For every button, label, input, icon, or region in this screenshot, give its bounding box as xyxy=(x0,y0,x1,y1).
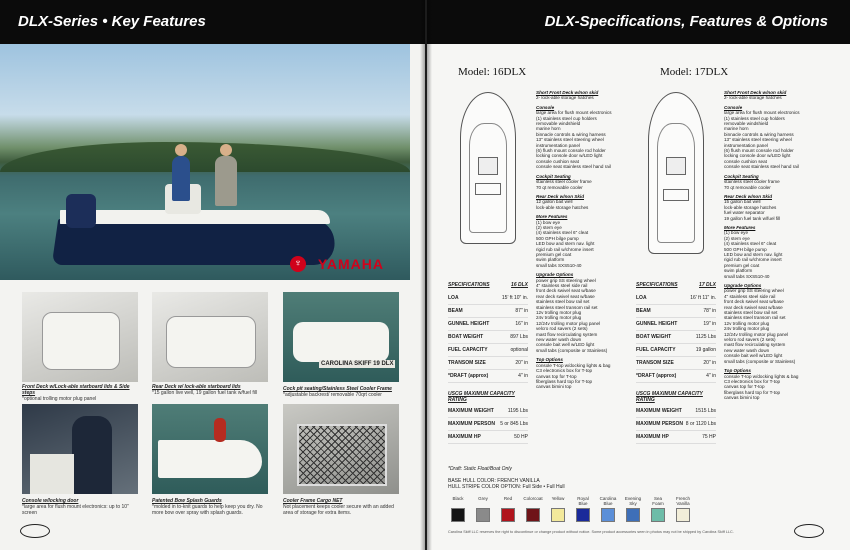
spec-header-model: 17 DLX xyxy=(699,282,716,288)
feature-heading: Short Front Deck w/non skid xyxy=(724,90,787,95)
feature-item: console cushion seat xyxy=(724,158,767,164)
spec-row xyxy=(636,305,716,318)
feature-heading: Rear Deck w/non Skid xyxy=(724,193,772,199)
thumb-cargo-net xyxy=(283,404,399,494)
feature-item: 70 qt removable cooler xyxy=(724,184,771,190)
swatch-box xyxy=(651,508,665,522)
feature-item: binnacle controls & wiring harness xyxy=(724,131,794,137)
swatch-label: Colorcoat xyxy=(523,496,543,501)
feature-item: (6) flush mount console rod holder xyxy=(724,148,794,154)
model-17dlx-title: Model: 17DLX xyxy=(660,66,729,78)
feature-item: rear deck swivel seat w/base xyxy=(536,293,595,299)
base-hull-color: BASE HULL COLOR: FRENCH VANILLA xyxy=(448,478,540,484)
deck-plan-seat xyxy=(475,183,501,195)
spec-value: 19" in xyxy=(703,321,716,327)
feature-item: lock-able storage hatches xyxy=(724,204,777,210)
boat-side xyxy=(293,322,389,362)
caption-sub: *optional trolling motor plug panel xyxy=(22,396,97,402)
caption-front-deck xyxy=(22,384,142,402)
caption-rear-deck xyxy=(152,384,272,396)
uscg-label: MAXIMUM HP xyxy=(448,434,481,440)
spec-row xyxy=(448,318,528,331)
caption-sub: *adjustable backrest/ removable 70qrt cooler xyxy=(283,392,382,398)
color-swatches xyxy=(448,496,718,526)
feature-item: small tabs SXS510-40 xyxy=(724,273,770,279)
feature-item: 12/24v trolling motor plug panel xyxy=(724,331,789,337)
feature-item: 24v trolling motor plug xyxy=(536,315,582,321)
feature-item: power grip SS steering wheel xyxy=(536,277,596,283)
cargo-net xyxy=(297,424,387,486)
caption-title: Rear Deck w/ lock-able starboard lids xyxy=(152,384,241,390)
feature-item: 4" stainless steel side rail xyxy=(536,283,588,288)
deck-plan-16dlx xyxy=(460,92,516,244)
feature-item: stainless steel bow rail set xyxy=(724,310,778,316)
swatch-label: French Vanilla xyxy=(675,496,690,506)
feature-item: (1) stainless steel cup holders xyxy=(536,115,597,121)
feature-item: 4" stainless steel side rail xyxy=(724,293,776,299)
uscg-label: MAXIMUM WEIGHT xyxy=(636,408,682,414)
feature-item: small tabs (composite or Stainless) xyxy=(536,347,608,353)
spec-value: 15' ft 10" in. xyxy=(501,295,528,301)
feature-item: console T-top w/docking lights & bag xyxy=(536,362,611,368)
feature-item: instrumentation panel xyxy=(536,142,580,148)
feature-item: premium gel coat xyxy=(724,262,760,268)
uscg-value: 75 HP xyxy=(702,434,716,440)
deck-plan-inner xyxy=(469,123,507,233)
feature-heading: Upgrade Options xyxy=(724,283,762,288)
color-swatch xyxy=(448,496,468,522)
outboard-motor xyxy=(66,194,96,228)
feature-item: instrumentation panel xyxy=(724,142,768,148)
feature-item: power grip SS steering wheel xyxy=(724,288,784,294)
spec-row xyxy=(636,318,716,331)
feature-heading: Cockpit Seating xyxy=(724,173,759,179)
feature-item: marine horn xyxy=(536,126,561,132)
feature-item: 2- lock-able storage hatches xyxy=(724,95,782,101)
feature-item: 15 gallon bait well xyxy=(724,199,761,205)
color-swatch xyxy=(473,496,493,522)
person-figure xyxy=(214,418,226,442)
spec-label: GUNNEL HEIGHT xyxy=(636,321,678,327)
hull-stripe-options: HULL STRIPE COLOR OPTION: Full Side • Full Hull xyxy=(448,484,565,490)
spec-label: LOA xyxy=(448,295,459,301)
feature-item: velcro rod savers (2 sets) xyxy=(724,337,776,343)
feature-item: fiberglass hard top for T-top xyxy=(724,389,781,395)
caption-sub: *large area for flush mount electronics: up to 10" screen xyxy=(22,504,129,516)
feature-item: (2) stern eye xyxy=(536,224,562,230)
feature-item: (4) stainless steel 6" cleat xyxy=(724,241,777,247)
feature-item: 2- lock-able storage hatches xyxy=(536,95,594,101)
feature-item: new water wash down xyxy=(536,337,582,343)
spec-value: 4" in xyxy=(706,373,716,379)
feature-item: large area for flush mount electronics xyxy=(724,110,800,116)
feature-item: console cushion seat xyxy=(536,158,579,164)
caption-console xyxy=(22,498,142,516)
feature-heading: Cockpit Seating xyxy=(536,173,571,179)
feature-item: canvas top for T-top xyxy=(536,373,577,379)
person-head xyxy=(175,144,187,156)
feature-item: C3 electronics box for T-top xyxy=(724,378,781,384)
swatch-box xyxy=(676,508,690,522)
color-swatch xyxy=(598,496,618,522)
feature-item: 24v trolling motor plug xyxy=(724,326,770,332)
spec-row xyxy=(636,331,716,344)
caption-sub: *15 gallon live well, 19 gallon fuel tank w/fuel fill xyxy=(152,390,258,396)
feature-item: locking console door w/LED light xyxy=(724,153,791,159)
feature-item: binnacle controls & wiring harness xyxy=(536,131,606,137)
spec-row xyxy=(448,370,528,383)
spec-value: 20" in xyxy=(703,360,716,366)
feature-item: 70 qt removable cooler xyxy=(536,184,583,190)
thumb-splash-guards xyxy=(152,404,268,494)
feature-item: large area for flush mount electronics xyxy=(536,110,612,116)
feature-item: 12/24v trolling motor plug panel xyxy=(536,320,601,326)
spec-row xyxy=(448,305,528,318)
deck-plan-17dlx xyxy=(648,92,704,254)
uscg-value: 50 HP xyxy=(514,434,528,440)
feature-item: stainless steel cooler frame xyxy=(536,179,592,185)
boat-bow xyxy=(158,440,262,478)
feature-item: console T-top w/docking lights & bag xyxy=(724,373,799,379)
person-figure xyxy=(72,416,112,494)
feature-item: (2) stern eye xyxy=(724,235,750,241)
spec-value: 19 gallon xyxy=(695,347,716,353)
caption-cockpit-seating xyxy=(283,386,403,398)
uscg-heading: USCG MAXIMUM CAPACITY RATING xyxy=(448,391,515,403)
spec-label: FUEL CAPACITY xyxy=(448,347,488,353)
feature-item: console bait well w/LED light xyxy=(724,353,783,359)
deck-plan-inner xyxy=(657,123,695,243)
uscg-row xyxy=(636,418,716,431)
feature-item: fuel water separator xyxy=(724,210,765,216)
feature-item: small tabs (composite or Stainless) xyxy=(724,358,796,364)
feature-item: canvas top for T-top xyxy=(724,384,765,390)
swatch-label: Grey xyxy=(478,496,488,501)
spec-label: FUEL CAPACITY xyxy=(636,347,676,353)
feature-heading: Rear Deck w/non Skid xyxy=(536,193,584,199)
swatch-label: Black xyxy=(452,496,464,501)
swatch-label: Royal Blue xyxy=(577,496,589,506)
feature-item: mast flow recirculating system xyxy=(536,331,598,337)
spec-label: GUNNEL HEIGHT xyxy=(448,321,490,327)
feature-item: console bait well w/LED light xyxy=(536,342,595,348)
feature-item: canvas bimini top xyxy=(724,395,760,401)
feature-heading: Short Front Deck w/non skid xyxy=(536,90,599,95)
color-swatch xyxy=(623,496,643,522)
spec-label: TRANSOM SIZE xyxy=(636,360,674,366)
swatch-label: Carolina Blue xyxy=(599,496,617,506)
uscg-row xyxy=(448,431,528,444)
spec-value: 87" in xyxy=(515,308,528,314)
uscg-value: 8 or 1120 Lbs xyxy=(685,421,716,427)
color-swatch xyxy=(523,496,543,522)
swatch-box xyxy=(526,508,540,522)
spec-row xyxy=(636,292,716,305)
deck-plan-seat xyxy=(663,189,689,201)
feature-item: 12v trolling motor plug xyxy=(724,320,770,326)
feature-item: rigid rub rail w/chrome insert xyxy=(536,246,594,252)
right-page-header: DLX-Specifications, Features & Options xyxy=(427,0,850,44)
spec-header-model: 16 DLX xyxy=(511,282,528,288)
feature-item: swim platform xyxy=(724,268,753,274)
swatch-label: Sea Foam xyxy=(652,496,664,506)
feature-item: 19 gallon fuel tank w/fuel fill xyxy=(724,215,781,221)
feature-item: (1) bow eye xyxy=(724,230,749,236)
spec-header xyxy=(448,282,528,288)
spec-value: 4" in xyxy=(518,373,528,379)
feature-item: rear deck swivel seat w/base xyxy=(724,304,783,310)
feature-item: 500 GPH bilge pump xyxy=(724,246,767,252)
thumb-front-deck xyxy=(22,292,138,382)
swatch-box xyxy=(601,508,615,522)
caption-title: Cooler Frame Cargo NET xyxy=(283,498,343,504)
deck-hatch xyxy=(42,312,120,370)
spec-value: 20" in xyxy=(515,360,528,366)
thumb-console xyxy=(22,404,138,494)
spec-header xyxy=(636,282,716,288)
shoreline-trees xyxy=(0,142,410,172)
feature-item: swim platform xyxy=(536,257,565,263)
spec-label: BEAM xyxy=(636,308,651,314)
feature-item: console seat stainless steel hand rail xyxy=(724,164,799,170)
spec-header-label: SPECIFICATIONS xyxy=(448,282,490,288)
spec-label: *DRAFT (approx) xyxy=(448,373,489,379)
spec-row xyxy=(636,357,716,370)
uscg-row xyxy=(636,405,716,418)
swatch-box xyxy=(476,508,490,522)
yamaha-logo-icon: ♆ xyxy=(290,256,306,272)
feature-item: front deck swivel seat w/base xyxy=(724,299,784,305)
caption-sub: Not placement keeps cooler secure with an added area of storage for extra items. xyxy=(283,504,394,516)
thumb-rear-deck xyxy=(152,292,268,382)
uscg-label: MAXIMUM HP xyxy=(636,434,669,440)
uscg-label: MAXIMUM PERSON xyxy=(448,421,495,427)
caption-title: Front Deck w/Lock-able starboard lids & Side steps xyxy=(22,384,130,396)
feature-item: LED bow and stern nav. light xyxy=(724,251,783,257)
person-figure xyxy=(215,156,237,206)
swatch-label: Evening Sky xyxy=(624,496,642,506)
swatch-box xyxy=(576,508,590,522)
swatch-label: Red xyxy=(503,496,513,501)
model-16dlx-title: Model: 16DLX xyxy=(458,66,527,78)
feature-item: velcro rod savers (2 sets) xyxy=(536,326,588,332)
features-17dlx xyxy=(724,86,814,401)
spec-value: 16' ft 11" in. xyxy=(690,295,716,301)
uscg-row xyxy=(448,418,528,431)
color-swatch xyxy=(648,496,668,522)
features-16dlx xyxy=(536,86,626,390)
feature-item: stainless steel cooler frame xyxy=(724,179,780,185)
swatch-box xyxy=(626,508,640,522)
feature-item: (1) bow eye xyxy=(536,219,561,225)
feature-item: (4) stainless steel 6" cleat xyxy=(536,230,589,236)
uscg-value: 5 or 845 Lbs xyxy=(500,421,528,427)
feature-item: (6) flush mount console rod holder xyxy=(536,148,606,154)
person-figure xyxy=(172,156,190,201)
feature-item: 13" stainless steel steering wheel xyxy=(536,137,604,143)
specs-16dlx xyxy=(448,282,528,444)
caption-title: Cock pit seating/Stainless Steel Cooler Frame xyxy=(283,386,392,392)
caption-title: Console w/locking door xyxy=(22,498,79,504)
spec-label: TRANSOM SIZE xyxy=(448,360,486,366)
spec-value: 16" in xyxy=(515,321,528,327)
spec-row xyxy=(636,370,716,383)
spec-header-label: SPECIFICATIONS xyxy=(636,282,678,288)
feature-item: removable windshield xyxy=(536,121,581,127)
swatch-box xyxy=(451,508,465,522)
spec-row xyxy=(448,357,528,370)
feature-item: stainless steel transom rail set xyxy=(724,315,786,321)
feature-heading: More Features xyxy=(724,224,756,230)
feature-item: removable windshield xyxy=(724,121,769,127)
feature-heading: Upgrade Options xyxy=(536,272,574,278)
thumb-cockpit-seating xyxy=(283,292,399,382)
uscg-heading: USCG MAXIMUM CAPACITY RATING xyxy=(636,391,703,403)
feature-item: premium gel coat xyxy=(536,251,572,257)
person-head xyxy=(220,144,232,156)
uscg-row xyxy=(448,405,528,418)
color-swatch xyxy=(673,496,693,522)
deck-hatch xyxy=(166,316,256,368)
spec-row xyxy=(448,344,528,357)
feature-item: marine horn xyxy=(724,126,749,132)
spec-value: optional xyxy=(510,347,528,353)
carolina-skiff-logo: CAROLINA SKIFF 19 DLX xyxy=(321,361,394,367)
feature-heading: Console xyxy=(724,104,743,110)
feature-item: locking console door w/LED light xyxy=(536,153,603,159)
uscg-label: MAXIMUM WEIGHT xyxy=(448,408,494,414)
brand-mark-icon xyxy=(794,524,824,538)
spec-row xyxy=(448,331,528,344)
feature-item: C3 electronics box for T-top xyxy=(536,368,593,374)
color-swatch xyxy=(573,496,593,522)
feature-item: 12v trolling motor plug xyxy=(536,310,582,316)
spec-row xyxy=(636,344,716,357)
deck-plan-console xyxy=(666,157,686,175)
spec-label: BOAT WEIGHT xyxy=(636,334,672,340)
feature-item: (1) stainless steel cup holders xyxy=(724,115,785,121)
yamaha-logo-text: YAMAHA xyxy=(317,256,384,272)
swatch-box xyxy=(551,508,565,522)
spec-label: BOAT WEIGHT xyxy=(448,334,484,340)
brand-mark-icon xyxy=(20,524,50,538)
feature-item: front deck swivel seat w/base xyxy=(536,288,596,294)
feature-item: rigid rub rail w/chrome insert xyxy=(724,257,782,263)
feature-item: console seat stainless steel hand rail xyxy=(536,164,611,170)
spec-label: *DRAFT (approx) xyxy=(636,373,677,379)
feature-item: lock-able storage hatches xyxy=(536,204,589,210)
draft-note: *Draft: Static Float/Boat Only xyxy=(448,466,512,472)
uscg-value: 1195 Lbs xyxy=(507,408,528,414)
caption-title: Patented Bow Splash Guards xyxy=(152,498,222,504)
book-gutter xyxy=(420,0,432,550)
feature-heading: Top Options xyxy=(536,357,563,363)
spec-label: LOA xyxy=(636,295,647,301)
feature-item: mast flow recirculating system xyxy=(724,342,786,348)
specs-17dlx xyxy=(636,282,716,444)
feature-item: LED bow and stern nav. light xyxy=(536,241,595,247)
feature-item: canvas bimini top xyxy=(536,384,572,390)
uscg-row xyxy=(636,431,716,444)
spec-value: 1125 Lbs xyxy=(695,334,716,340)
swatch-box xyxy=(501,508,515,522)
feature-item: stainless steel bow rail set xyxy=(536,299,590,305)
feature-item: fiberglass hard top for T-top xyxy=(536,378,593,384)
hull-color-heading xyxy=(448,478,565,490)
feature-heading: More Features xyxy=(536,214,568,220)
hero-photo xyxy=(0,44,410,280)
feature-item: small tabs SXS510-40 xyxy=(536,262,582,268)
spec-value: 897 Lbs xyxy=(510,334,528,340)
footnote: Carolina Skiff LLC reserves the right to discontinue or change product without notice. Some product accessories seen in photos may not be shipped by Carolina Skiff LLC. xyxy=(448,530,734,534)
swatch-label: Yellow xyxy=(551,496,565,501)
feature-item: 500 GPH bilge pump xyxy=(536,235,579,241)
feature-item: 12 gallon bait well xyxy=(536,199,573,205)
spec-row xyxy=(448,292,528,305)
caption-cargo-net xyxy=(283,498,403,516)
uscg-label: MAXIMUM PERSON xyxy=(636,421,683,427)
feature-item: stainless steel transom rail set xyxy=(536,304,598,310)
caption-sub: *molded in to-knit guards to help keep you dry. No more bow over spray with splash guards. xyxy=(152,504,263,516)
caption-splash-guards xyxy=(152,498,272,516)
console-door xyxy=(30,454,74,494)
spec-value: 78" in xyxy=(703,308,716,314)
left-page-header: DLX-Series • Key Features xyxy=(0,0,425,44)
feature-item: 13" stainless steel steering wheel xyxy=(724,137,792,143)
feature-heading: Top Options xyxy=(724,368,751,374)
uscg-value: 1515 Lbs xyxy=(695,408,716,414)
feature-heading: Console xyxy=(536,104,555,110)
feature-item: new water wash down xyxy=(724,347,770,353)
color-swatch xyxy=(548,496,568,522)
color-swatch xyxy=(498,496,518,522)
spec-label: BEAM xyxy=(448,308,463,314)
deck-plan-console xyxy=(478,157,498,175)
